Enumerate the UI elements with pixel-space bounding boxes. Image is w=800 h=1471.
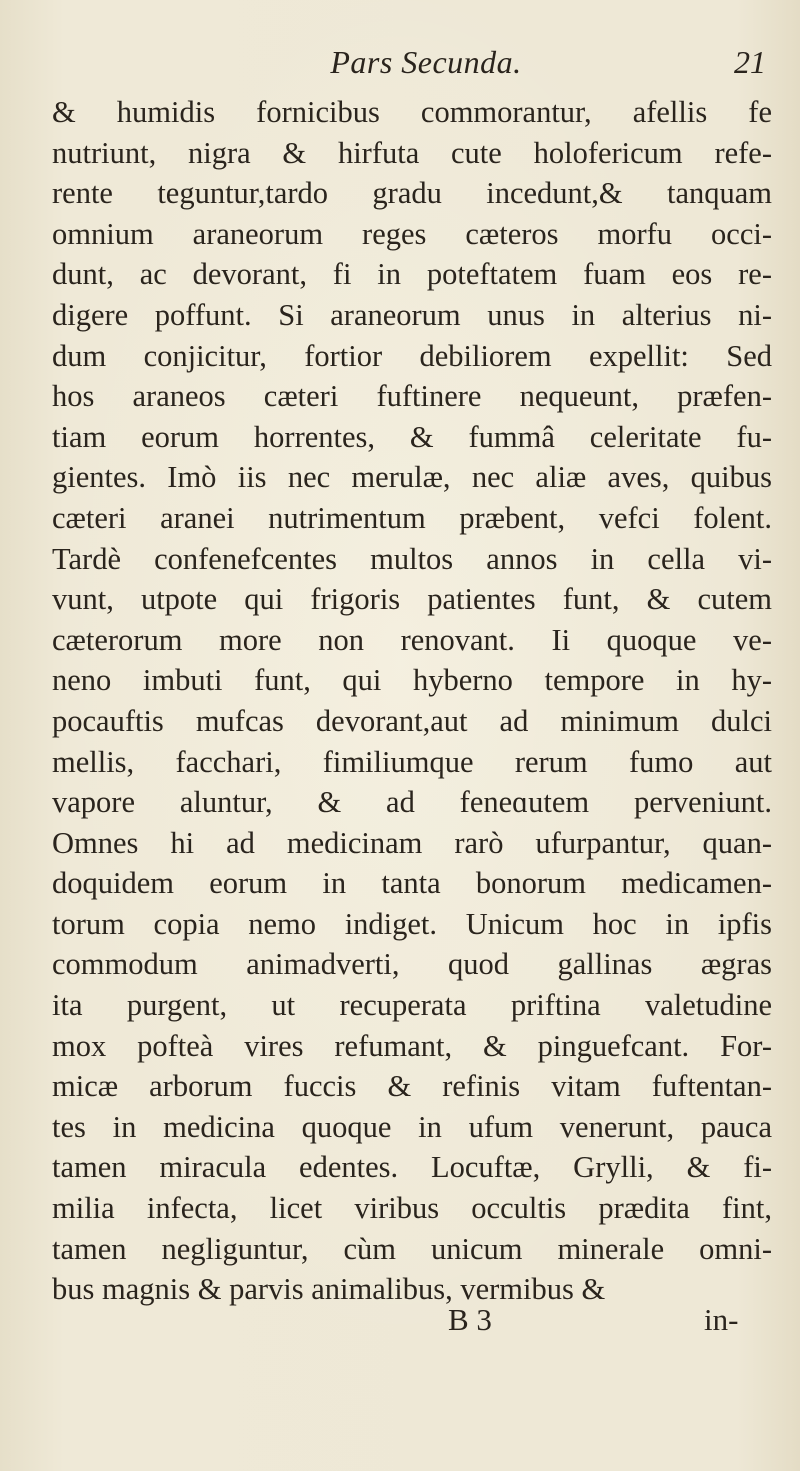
running-title: Pars Secunda.	[330, 44, 522, 80]
text-line: vunt, utpote qui frigoris patientes funt, & cutem	[52, 582, 772, 617]
page-header	[86, 44, 766, 94]
page-footer	[0, 1302, 800, 1346]
text-line: & humidis fornicibus commorantur, afellis fe	[52, 95, 772, 129]
text-line: rente teguntur,tardo gradu incedunt,& tanquam	[52, 176, 772, 211]
text-line: tamen negliguntur, cùm unicum minerale omni-	[52, 1231, 772, 1266]
text-line: omnium araneorum reges cæteros morfu occi-	[52, 216, 772, 251]
text-line: digere poffunt. Si araneorum unus in alterius ni-	[52, 297, 772, 332]
text-line: mox pofteà vires refumant, & pinguefcant. For-	[52, 1028, 772, 1063]
text-line: tiam eorum horrentes, & fummâ celeritate fu-	[52, 419, 772, 454]
text-line: tamen miracula edentes. Locuftæ, Grylli, & fi-	[52, 1150, 772, 1185]
text-line: hos araneos cæteri fuftinere nequeunt, præfen-	[52, 379, 772, 414]
text-line: neno imbuti funt, qui hyberno tempore in hy-	[52, 663, 772, 698]
text-line: bus magnis & parvis animalibus, vermibus &	[52, 1272, 606, 1307]
body-text	[52, 92, 772, 1310]
text-line: commodum animadverti, quod gallinas ægras	[52, 947, 772, 982]
text-line: dum conjicitur, fortior debiliorem expellit: Sed	[52, 338, 772, 373]
page-number: 21	[734, 44, 766, 80]
text-line: dunt, ac devorant, fi in poteftatem fuam eos re-	[52, 257, 772, 292]
text-line: nutriunt, nigra & hirfuta cute holofericum refe-	[52, 135, 772, 170]
text-line: mellis, facchari, fimiliumque rerum fumo aut	[52, 744, 772, 779]
text-line: pocauftis mufcas devorant,aut ad minimum dulci	[52, 703, 772, 738]
text-line: doquidem eorum in tanta bonorum medicamen-	[52, 866, 772, 901]
text-line: Omnes hi ad medicinam rarò ufurpantur, quan-	[52, 825, 772, 860]
text-line: Tardè confenefcentes multos annos in cella vi-	[52, 541, 772, 576]
text-line: cæteri aranei nutrimentum præbent, vefci folent.	[52, 500, 772, 535]
text-line: tes in medicina quoque in ufum venerunt, pauca	[52, 1109, 772, 1144]
text-line: milia infecta, licet viribus occultis prædita fint,	[52, 1191, 772, 1226]
signature-mark: B 3	[448, 1302, 492, 1337]
text-line: vapore aluntur, & ad feneɑutem perveniunt.	[52, 785, 772, 820]
text-line: micæ arborum fuccis & refinis vitam fuftentan-	[52, 1069, 772, 1104]
text-line: cæterorum more non renovant. Ii quoque ve-	[52, 622, 772, 657]
catchword: in-	[704, 1302, 739, 1337]
text-line: torum copia nemo indiget. Unicum hoc in ipfis	[52, 906, 772, 941]
text-line: ita purgent, ut recuperata priftina valetudine	[52, 988, 772, 1023]
text-line: gientes. Imò iis nec merulæ, nec aliæ aves, quibus	[52, 460, 772, 495]
